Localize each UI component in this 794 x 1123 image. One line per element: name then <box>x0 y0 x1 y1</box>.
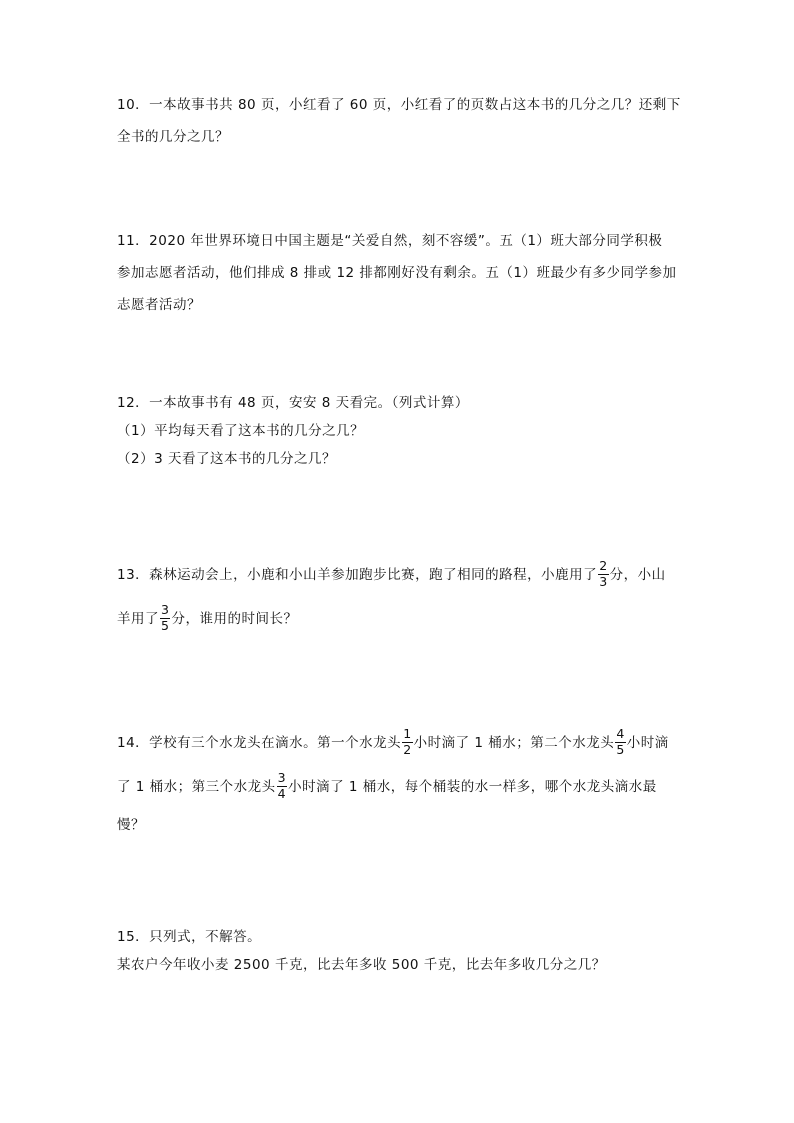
question-14-line-1 <box>117 721 677 765</box>
question-10-line-1: 10．一本故事书共 80 页，小红看了 60 页，小红看了的页数占这本书的几分之几？还剩下 <box>117 97 681 113</box>
fraction-three-fifths <box>160 604 170 632</box>
question-13-text-2b: 分，谁用的时间长？ <box>171 611 298 627</box>
question-14-text-2a: 了 1 桶水；第三个水龙头 <box>117 779 276 795</box>
question-13 <box>117 553 677 641</box>
question-13-text-2a: 羊用了 <box>117 611 159 627</box>
fraction-one-half <box>402 728 412 756</box>
question-15-line-1: 15．只列式，不解答。 <box>117 929 262 945</box>
question-10 <box>117 89 681 153</box>
question-15-line-2: 某农户今年收小麦 2500 千克，比去年多收 500 千克，比去年多收几分之几？ <box>117 957 606 973</box>
question-11 <box>117 225 677 321</box>
fraction-numerator: 2 <box>599 558 608 573</box>
fraction-three-fourths <box>277 772 287 800</box>
question-13-line-1 <box>117 553 677 597</box>
fraction-denominator: 2 <box>403 741 412 757</box>
question-15 <box>117 923 677 979</box>
fraction-numerator: 3 <box>277 770 287 785</box>
question-12-subquestion-1: （1）平均每天看了这本书的几分之几？ <box>117 423 365 439</box>
question-14-line-3: 慢？ <box>117 817 145 833</box>
question-10-line-2: 全书的几分之几？ <box>117 129 229 145</box>
question-14-text-1c: 小时滴 <box>626 735 669 751</box>
question-14 <box>117 721 677 841</box>
fraction-numerator: 3 <box>161 602 170 617</box>
question-11-line-3: 志愿者活动？ <box>117 297 201 313</box>
fraction-four-fifths <box>615 728 625 756</box>
question-14-text-1b: 小时滴了 1 桶水；第二个水龙头 <box>413 735 615 751</box>
question-12-subquestion-2: （2）3 天看了这本书的几分之几？ <box>117 451 336 467</box>
fraction-denominator: 3 <box>599 573 608 589</box>
question-13-text-1b: 分，小山 <box>609 567 666 583</box>
fraction-denominator: 4 <box>277 785 287 801</box>
fraction-numerator: 4 <box>616 726 625 741</box>
question-12 <box>117 389 677 473</box>
question-12-line-1: 12．一本故事书有 48 页，安安 8 天看完。（列式计算） <box>117 395 469 411</box>
question-14-text-2b: 小时滴了 1 桶水，每个桶装的水一样多，哪个水龙头滴水最 <box>288 779 657 795</box>
question-11-line-2: 参加志愿者活动，他们排成 8 排或 12 排都刚好没有剩余。五（1）班最少有多少同学参加 <box>117 265 677 281</box>
fraction-numerator: 1 <box>403 726 412 741</box>
question-13-line-2 <box>117 597 677 641</box>
question-14-line-2 <box>117 765 677 809</box>
question-13-text-1a: 13．森林运动会上，小鹿和小山羊参加跑步比赛，跑了相同的路程，小鹿用了 <box>117 567 598 583</box>
question-11-line-1: 11．2020 年世界环境日中国主题是“关爱自然，刻不容缓”。五（1）班大部分同学积极 <box>117 233 663 249</box>
question-14-text-1a: 14．学校有三个水龙头在滴水。第一个水龙头 <box>117 735 402 751</box>
fraction-denominator: 5 <box>161 617 170 633</box>
fraction-two-thirds <box>598 560 608 588</box>
fraction-denominator: 5 <box>616 741 625 757</box>
